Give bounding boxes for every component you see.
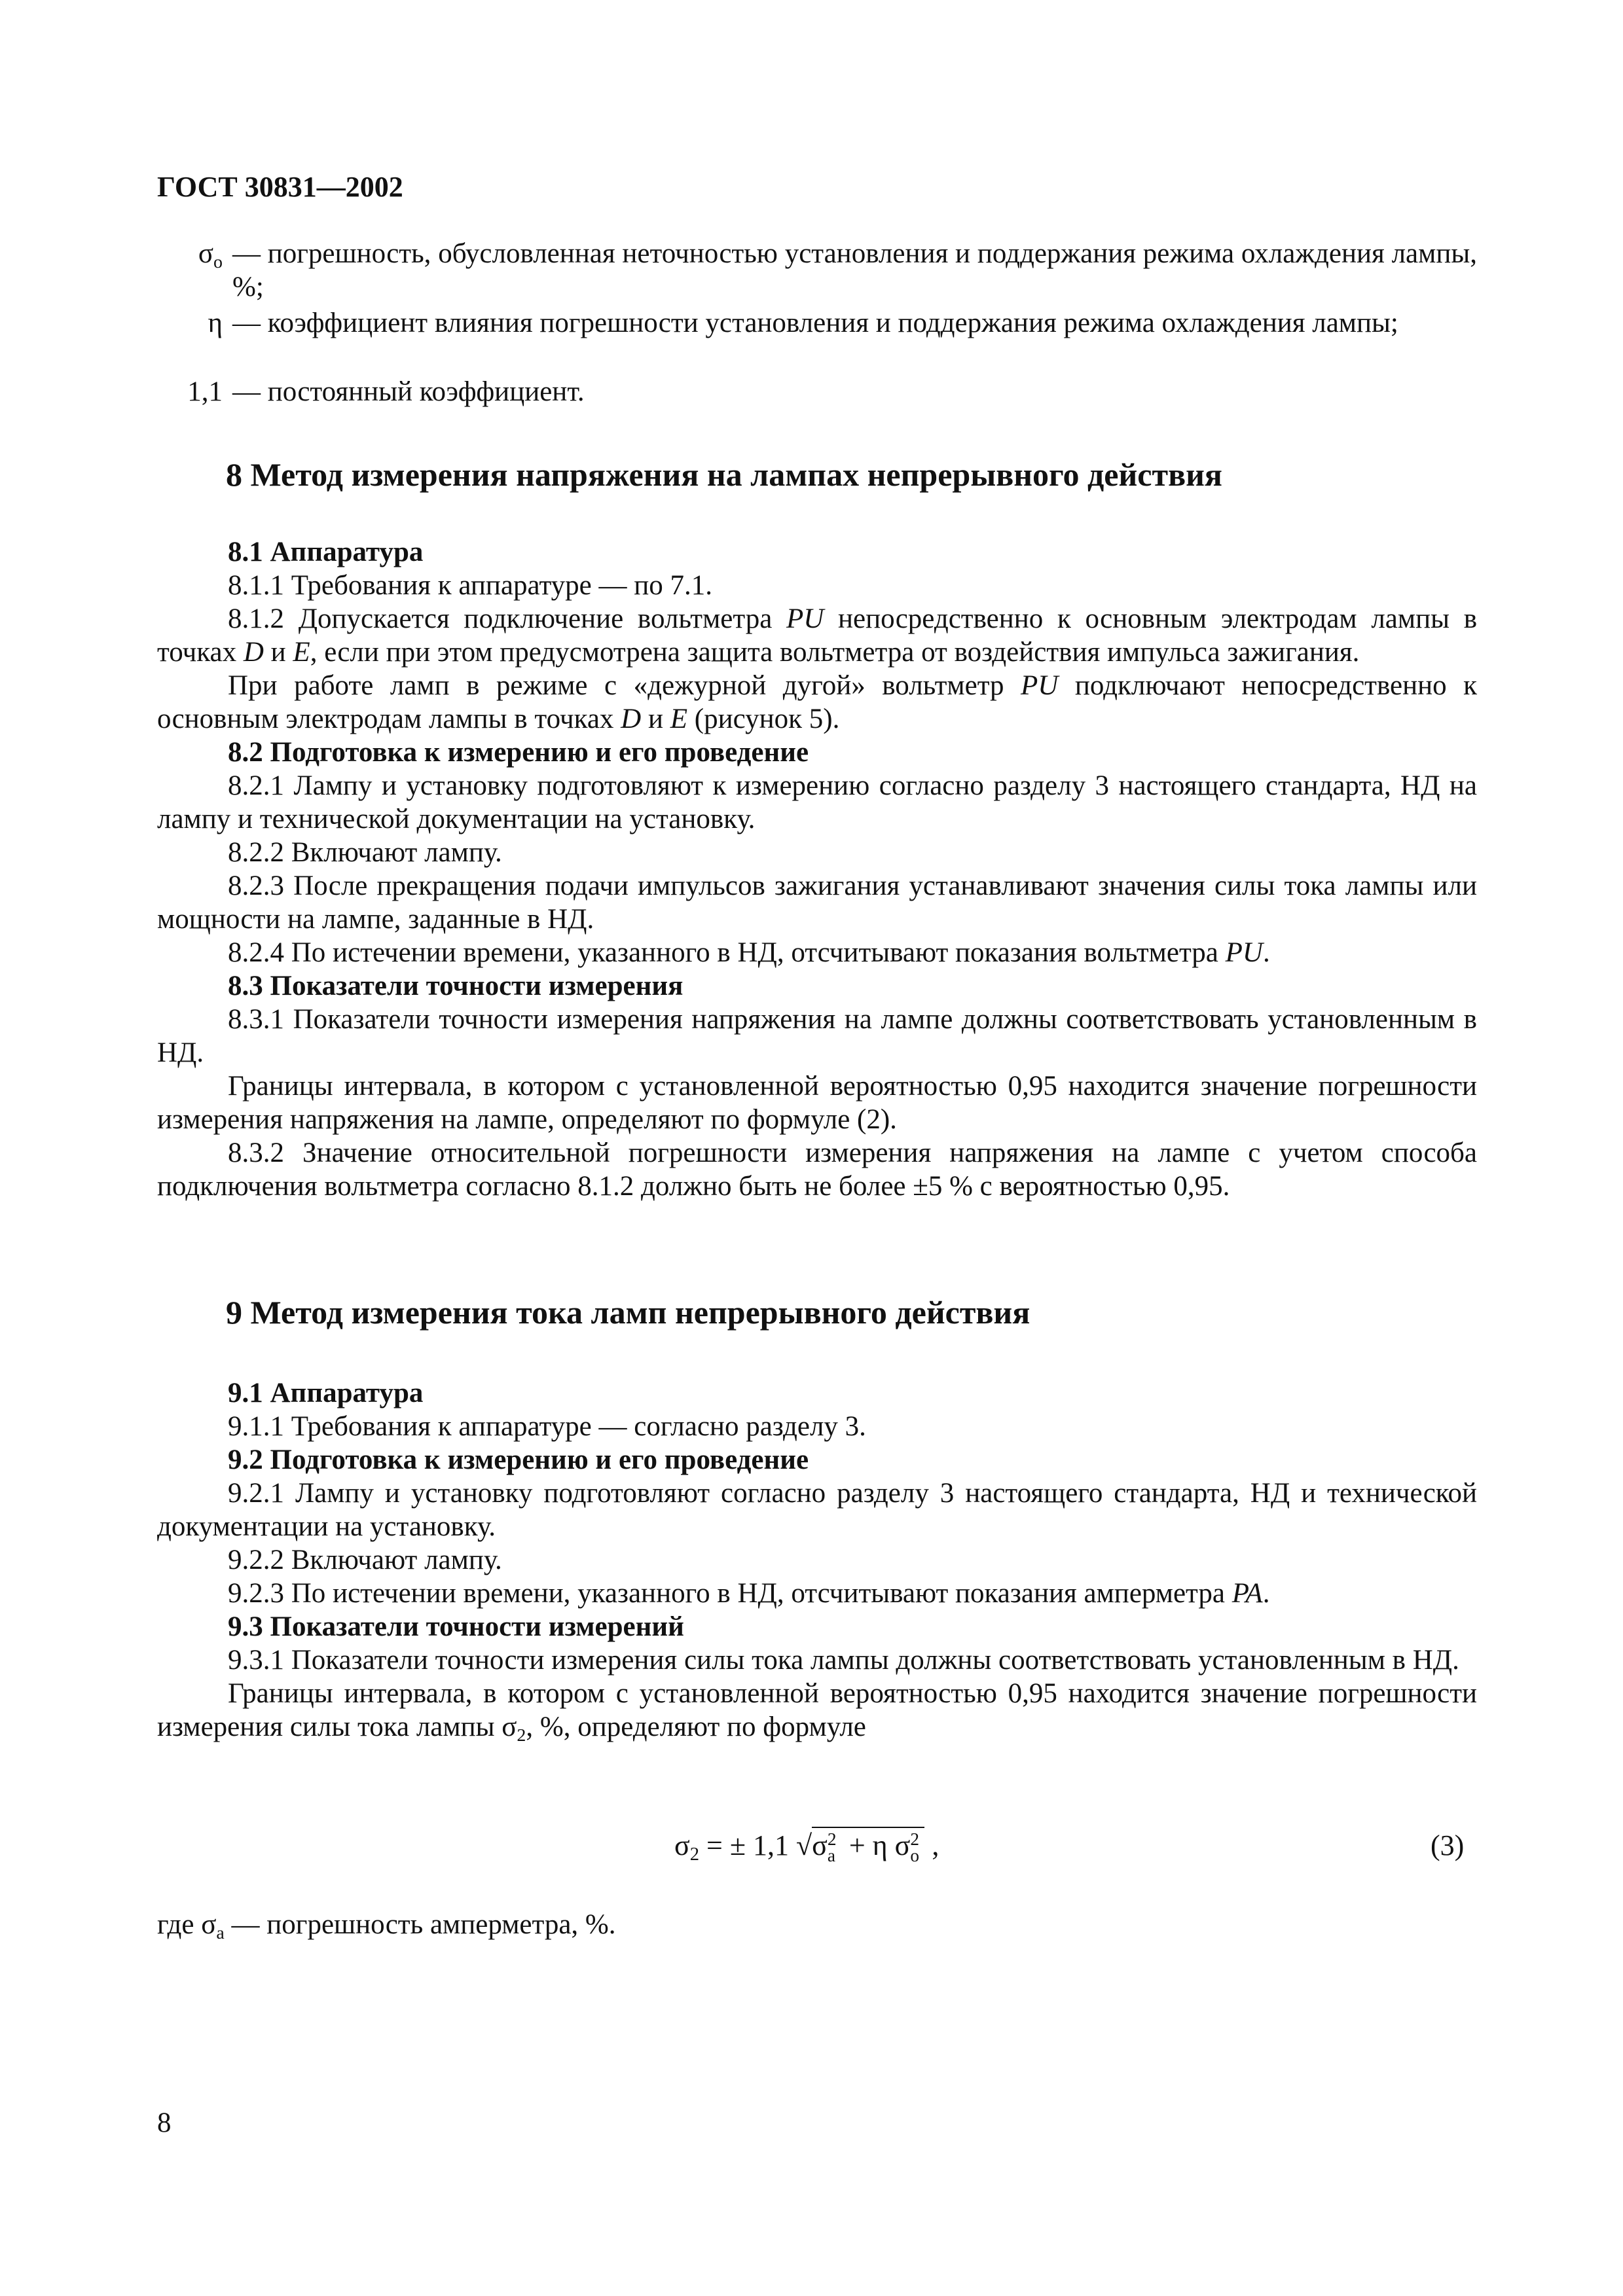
paragraph-8-1-1: 8.1.1 Требования к аппаратуре — по 7.1. (228, 570, 713, 601)
paragraph-8-3-1-cont: Границы интервала, в котором с установленной вероятностью 0,95 находится значение погрешности измерения напряжения на лампе, определяют по формуле (2). (157, 1071, 1477, 1135)
section-8-title: 8 Метод измерения напряжения на лампах непрерывного действия (226, 456, 1222, 493)
symbol: 1,1 (187, 376, 223, 407)
paragraph-9-2-2: 9.2.2 Включают лампу. (228, 1545, 502, 1575)
paragraph-9-1-1: 9.1.1 Требования к аппаратуре — согласно разделу 3. (228, 1411, 866, 1442)
subsection-9-2-heading: 9.2 Подготовка к измерению и его проведение (228, 1444, 809, 1475)
section-9-body (157, 1376, 1477, 1752)
paragraph-8-3-2: 8.3.2 Значение относительной погрешности измерения напряжения на лампе с учетом способа подключения вольтметра согласно 8.1.2 должно быть не более ±5 % с вероятностью 0,95. (157, 1138, 1477, 1202)
subsection-8-3-heading: 8.3 Показатели точности измерения (228, 971, 684, 1001)
document-header: ГОСТ 30831—2002 (157, 171, 403, 203)
paragraph-9-2-3: 9.2.3 По истечении времени, указанного в НД, отсчитывают показания амперметра PA. (228, 1578, 1270, 1609)
symbol-subscript: о (213, 251, 223, 272)
definition-sigma-o (157, 237, 1477, 309)
subsection-9-3-heading: 9.3 Показатели точности измерений (228, 1611, 684, 1642)
section-9-title: 9 Метод измерения тока ламп непрерывного действия (226, 1294, 1030, 1331)
symbol: η (208, 308, 223, 338)
formula-3: $\sigma_2$ = ± 1,1 √σ 2 a + η σ 2 о , (674, 1826, 939, 1874)
paragraph-9-2-1: 9.2.1 Лампу и установку подготовляют согласно разделу 3 настоящего стандарта, НД и технической документации на установку. (157, 1478, 1477, 1542)
paragraph-9-3-1-cont: Границы интервала, в котором с установленной вероятностью 0,95 находится значение погрешности измерения силы тока лампы $\sigma_2$, %, определяют по формуле (157, 1678, 1477, 1746)
paragraph-8-2-4: 8.2.4 По истечении времени, указанного в НД, отсчитывают показания вольтметра PU. (228, 937, 1270, 968)
paragraph-8-2-3: 8.2.3 После прекращения подачи импульсов зажигания устанавливают значения силы тока лампы или мощности на лампе, заданные в НД. (157, 870, 1477, 935)
definition-text: — коэффициент влияния погрешности установления и поддержания режима охлаждения лампы; (232, 308, 1398, 338)
definition-text: — постоянный коэффициент. (232, 376, 585, 407)
definition-text: — погрешность, обусловленная неточностью установления и поддержания режима охлаждения лампы, %; (232, 238, 1477, 302)
paragraph-9-3-1: 9.3.1 Показатели точности измерения силы тока лампы должны соответствовать установленным в НД. (228, 1645, 1459, 1676)
subsection-8-1-heading: 8.1 Аппаратура (228, 537, 424, 567)
definition-eta (157, 306, 1477, 378)
paragraph-8-1-2: 8.1.2 Допускается подключение вольтметра PU непосредственно к основным электродам лампы в точках D и E, если при этом предусмотрена защита вольтметра от воздействия импульса зажигания. (157, 603, 1477, 668)
formula-number: (3) (1431, 1829, 1465, 1861)
where-clause: где $\sigma_a$ — погрешность амперметра, %. (157, 1909, 616, 1943)
subsection-8-2-heading: 8.2 Подготовка к измерению и его проведение (228, 737, 809, 768)
sqrt-icon: √ (795, 1829, 812, 1861)
paragraph-8-2-1: 8.2.1 Лампу и установку подготовляют к измерению согласно разделу 3 настоящего стандарта, НД на лампу и технической документации на установку. (157, 770, 1477, 834)
paragraph-8-2-2: 8.2.2 Включают лампу. (228, 837, 502, 868)
subsection-9-1-heading: 9.1 Аппаратура (228, 1378, 424, 1408)
symbol: σ (198, 238, 214, 269)
radicand: σ 2 a + η σ 2 о (812, 1827, 924, 1861)
paragraph-8-3-1: 8.3.1 Показатели точности измерения напряжения на лампе должны соответствовать установленным в НД. (157, 1004, 1477, 1068)
definition-constant (157, 375, 1477, 411)
page-number: 8 (157, 2108, 172, 2138)
section-8-body (157, 535, 1477, 1203)
paragraph-8-1-2-cont: При работе ламп в режиме с «дежурной дугой» вольтметр PU подключают непосредственно к основным электродам лампы в точках D и E (рисунок 5). (157, 670, 1477, 734)
